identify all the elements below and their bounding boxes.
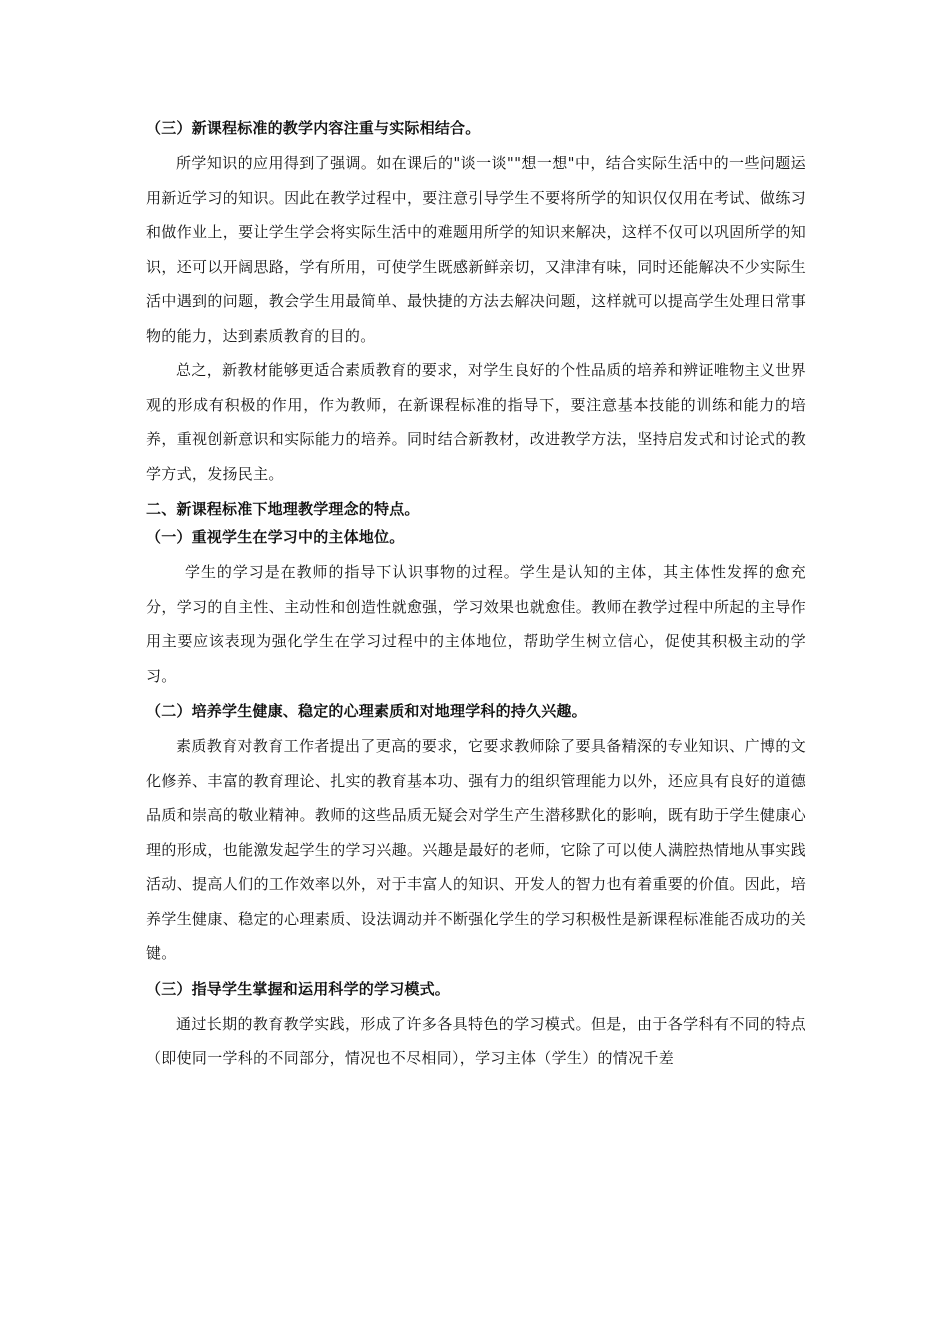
section-heading-2: （二）培养学生健康、稳定的心理素质和对地理学科的持久兴趣。 — [146, 702, 587, 720]
section-heading-3-2: （三）指导学生掌握和运用科学的学习模式。 — [146, 979, 451, 998]
document-body — [146, 118, 806, 1076]
section-heading-1: （一）重视学生在学习中的主体地位。 — [146, 528, 405, 546]
paragraph-learning-modes: 通过长期的教育教学实践，形成了许多各具特色的学习模式。但是，由于各学科有不同的特点（即使同一学科的不同部分，情况也不尽相同），学习主体（学生）的情况千差 — [146, 1014, 806, 1067]
chapter-heading-2: 二、新课程标准下地理教学理念的特点。 — [146, 500, 420, 518]
paragraph-psychological-quality: 素质教育对教育工作者提出了更高的要求，它要求教师除了要具备精深的专业知识、广博的文化修养、丰富的教育理论、扎实的教育基本功、强有力的组织管理能力以外，还应具有良好的道德品质和崇高的敬业精神。教师的这些品质无疑会对学生产生潜移默化的影响，既有助于学生健康心理的形成，也能激发起学生的学习兴趣。兴趣是最好的老师，它除了可以使人满腔热情地从事实践活动、提高人们的工作效率以外，对于丰富人的知识、开发人的智力也有着重要的价值。因此，培养学生健康、稳定的心理素质、设法调动并不断强化学生的学习积极性是新课程标准能否成功的关键。 — [146, 737, 806, 962]
section-heading-3-1: （三）新课程标准的教学内容注重与实际相结合。 — [146, 119, 481, 137]
paragraph-summary: 总之，新教材能够更适合素质教育的要求，对学生良好的个性品质的培养和辨证唯物主义世界观的形成有积极的作用，作为教师，在新课程标准的指导下，要注意基本技能的训练和能力的培养，重视创新意识和实际能力的培养。同时结合新教材，改进教学方法，坚持启发式和讨论式的教学方式，发扬民主。 — [146, 361, 806, 483]
paragraph-knowledge-application: 所学知识的应用得到了强调。如在课后的"谈一谈""想一想"中，结合实际生活中的一些问题运用新近学习的知识。因此在教学过程中，要注意引导学生不要将所学的知识仅仅用在考试、做练习和做作业上，要让学生学会将实际生活中的难题用所学的知识来解决，这样不仅可以巩固所学的知识，还可以开阔思路，学有所用，可使学生既感新鲜亲切，又津津有味，同时还能解决不少实际生活中遇到的问题，教会学生用最简单、最快捷的方法去解决问题，这样就可以提高学生处理日常事物的能力，达到素质教育的目的。 — [146, 154, 806, 345]
paragraph-student-subject: 学生的学习是在教师的指导下认识事物的过程。学生是认知的主体，其主体性发挥的愈充分，学习的自主性、主动性和创造性就愈强，学习效果也就愈佳。教师在教学过程中所起的主导作用主要应该表现为强化学生在学习过程中的主体地位，帮助学生树立信心，促使其积极主动的学习。 — [146, 563, 806, 685]
